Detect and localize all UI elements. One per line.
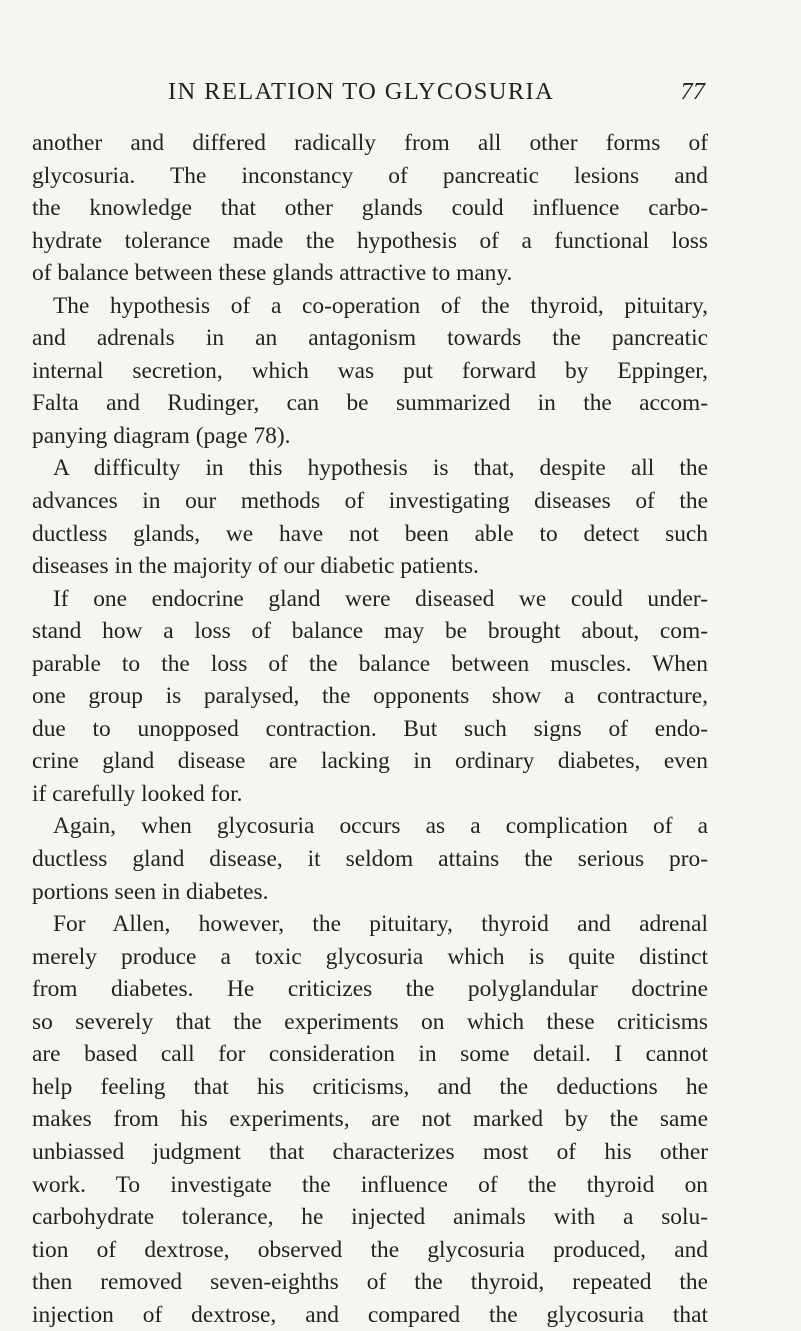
text-line: If one endocrine gland were diseased we could under- [53, 585, 708, 612]
text-line: A difficulty in this hypothesis is that, despite all the [53, 455, 708, 482]
text-line: For Allen, however, the pituitary, thyroid and adrenal [53, 911, 708, 938]
text-line: internal secretion, which was put forward by Eppinger, [32, 357, 708, 384]
text-line: from diabetes. He criticizes the polyglandular doctrine [32, 976, 708, 1003]
text-line: one group is paralysed, the opponents show a contracture, [32, 683, 708, 710]
text-line: parable to the loss of the balance between muscles. When [32, 650, 708, 677]
text-line: so severely that the experiments on which these criticisms [32, 1008, 708, 1035]
text-line: of balance between these glands attractive to many. [32, 260, 513, 287]
text-line: another and differed radically from all other forms of [32, 130, 708, 156]
text-line: carbohydrate tolerance, he injected animals with a solu- [32, 1204, 708, 1231]
running-head [160, 78, 705, 110]
text-line: ductless glands, we have not been able to detect such [32, 520, 708, 547]
text-line: then removed seven-eighths of the thyroid, repeated the [32, 1269, 708, 1296]
text-line: if carefully looked for. [32, 780, 243, 807]
text-line: work. To investigate the influence of the thyroid on [32, 1171, 708, 1198]
text-line: advances in our methods of investigating diseases of the [32, 488, 708, 515]
text-line: unbiassed judgment that characterizes most of his other [32, 1138, 708, 1165]
text-line: hydrate tolerance made the hypothesis of a functional loss [32, 227, 708, 254]
page-number: 77 [680, 78, 705, 105]
text-line: makes from his experiments, are not marked by the same [32, 1106, 708, 1133]
text-line: the knowledge that other glands could influence carbo- [32, 195, 708, 222]
text-line: diseases in the majority of our diabetic patients. [32, 553, 479, 580]
text-line: are based call for consideration in some detail. I cannot [32, 1041, 708, 1068]
text-line: merely produce a toxic glycosuria which is quite distinct [32, 943, 708, 970]
text-line: portions seen in diabetes. [32, 878, 269, 905]
text-line: and adrenals in an antagonism towards the pancreatic [32, 325, 708, 352]
text-line: Falta and Rudinger, can be summarized in the accom- [32, 390, 708, 417]
text-line: tion of dextrose, observed the glycosuria produced, and [32, 1236, 708, 1263]
text-line: due to unopposed contraction. But such signs of endo- [32, 715, 708, 742]
text-line: help feeling that his criticisms, and the deductions he [32, 1073, 708, 1100]
body-text [32, 127, 708, 1331]
text-line: glycosuria. The inconstancy of pancreatic lesions and [32, 162, 708, 189]
text-line: ductless gland disease, it seldom attains the serious pro- [32, 846, 708, 873]
text-line: panying diagram (page 78). [32, 422, 291, 449]
text-line: Again, when glycosuria occurs as a complication of a [53, 813, 708, 840]
text-line: crine gland disease are lacking in ordinary diabetes, even [32, 748, 708, 775]
running-title: IN RELATION TO GLYCOSURIA [168, 78, 555, 105]
text-line: The hypothesis of a co-operation of the thyroid, pituitary, [53, 292, 708, 319]
text-line: injection of dextrose, and compared the glycosuria that [32, 1301, 708, 1328]
text-line: stand how a loss of balance may be brought about, com- [32, 618, 708, 645]
